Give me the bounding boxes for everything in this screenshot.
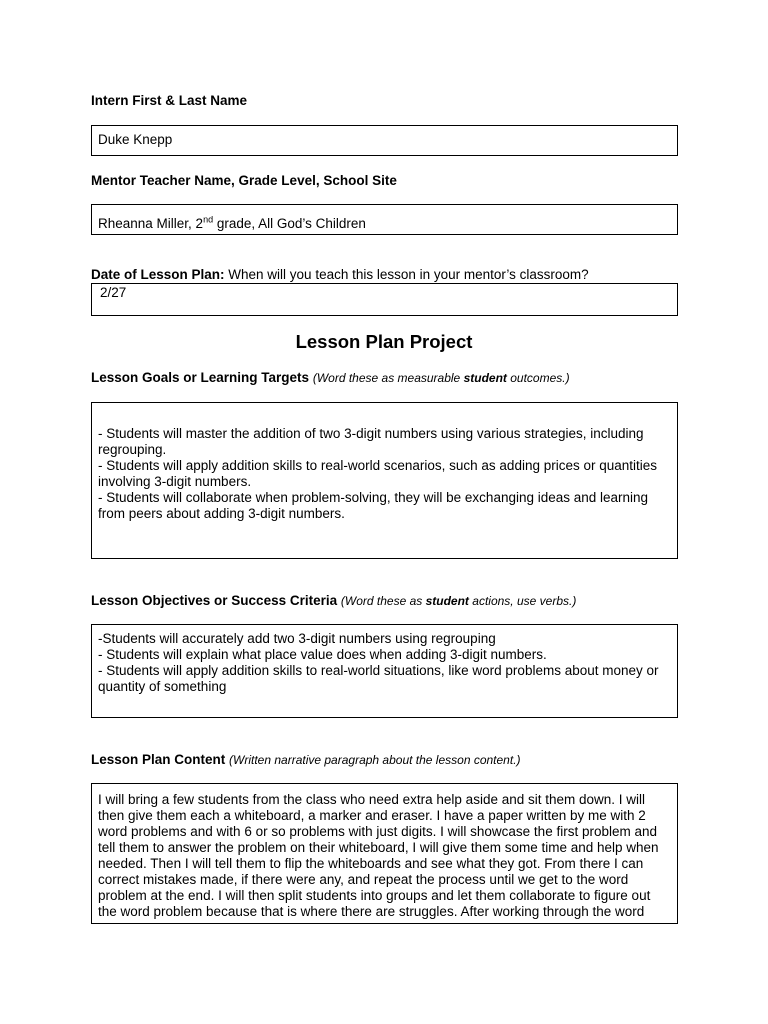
objective-line: -Students will accurately add two 3-digit numbers using regrouping (98, 631, 496, 646)
goal-line: - Students will apply addition skills to real-world scenarios, such as adding prices or quantities involving 3-digit numbers. (98, 458, 658, 489)
goals-note-bold: student (463, 371, 507, 385)
date-label (91, 267, 589, 282)
objectives-label (91, 593, 576, 608)
page-title: Lesson Plan Project (295, 331, 473, 352)
goals-label (91, 370, 570, 385)
objectives-note (341, 594, 576, 608)
intern-name-label: Intern First & Last Name (91, 93, 248, 108)
objective-line: - Students will apply addition skills to real-world situations, like word problems about money or quantity of something (98, 663, 659, 694)
intern-name-field[interactable] (91, 125, 678, 156)
content-note: (Written narrative paragraph about the lesson content.) (229, 753, 521, 767)
mentor-label: Mentor Teacher Name, Grade Level, School Site (91, 173, 397, 188)
content-label (91, 752, 521, 767)
date-field[interactable] (91, 283, 678, 316)
content-paragraph: I will bring a few students from the class who need extra help aside and sit them down. I will then give them each a whiteboard, a marker and eraser. I have a paper written by me with 2 word problems and with 6 or so problems with just digits. I will showcase the first problem and tell them to answer the problem on their whiteboard, I will give them some time and help when needed. Then I will tell them to flip the whiteboards and see what they got. From there I can correct mistakes made, if there were any, and repeat the process until we get to the word problem at the end. I will then split students into groups and let them collaborate to figure out the word problem because that is where there are struggles. After working through the word (98, 792, 659, 919)
intern-name-value: Duke Knepp (98, 132, 173, 147)
date-prompt: When will you teach this lesson in your mentor’s classroom? (224, 267, 589, 282)
goals-note-after: outcomes.) (506, 371, 570, 385)
objective-line: - Students will explain what place value does when adding 3-digit numbers. (98, 647, 547, 662)
mentor-value-name: Rheanna Miller, 2 (98, 215, 204, 231)
objectives-box[interactable] (91, 624, 678, 718)
mentor-value-sup: nd (203, 214, 214, 224)
mentor-value (98, 216, 366, 231)
goals-box[interactable] (91, 402, 678, 559)
objectives-label-text: Lesson Objectives or Success Criteria (91, 593, 338, 608)
content-box[interactable] (91, 783, 678, 924)
goals-note (313, 371, 570, 385)
content-label-text: Lesson Plan Content (91, 752, 226, 767)
objectives-note-bold: student (425, 594, 469, 608)
objectives-note-before: (Word these as (340, 594, 426, 608)
date-label-text: Date of Lesson Plan: (91, 267, 225, 282)
goals-note-before: (Word these as measurable (312, 371, 464, 385)
goal-line: - Students will master the addition of two 3-digit numbers using various strategies, including regrouping. (98, 426, 644, 457)
objectives-note-after: actions, use verbs.) (468, 594, 577, 608)
mentor-field[interactable] (91, 204, 678, 235)
goals-label-text: Lesson Goals or Learning Targets (91, 370, 310, 385)
mentor-value-rest: grade, All God’s Children (213, 215, 366, 231)
date-value: 2/27 (100, 285, 127, 300)
goal-line: - Students will collaborate when problem-solving, they will be exchanging ideas and learning from peers about adding 3-digit numbers. (98, 490, 649, 521)
